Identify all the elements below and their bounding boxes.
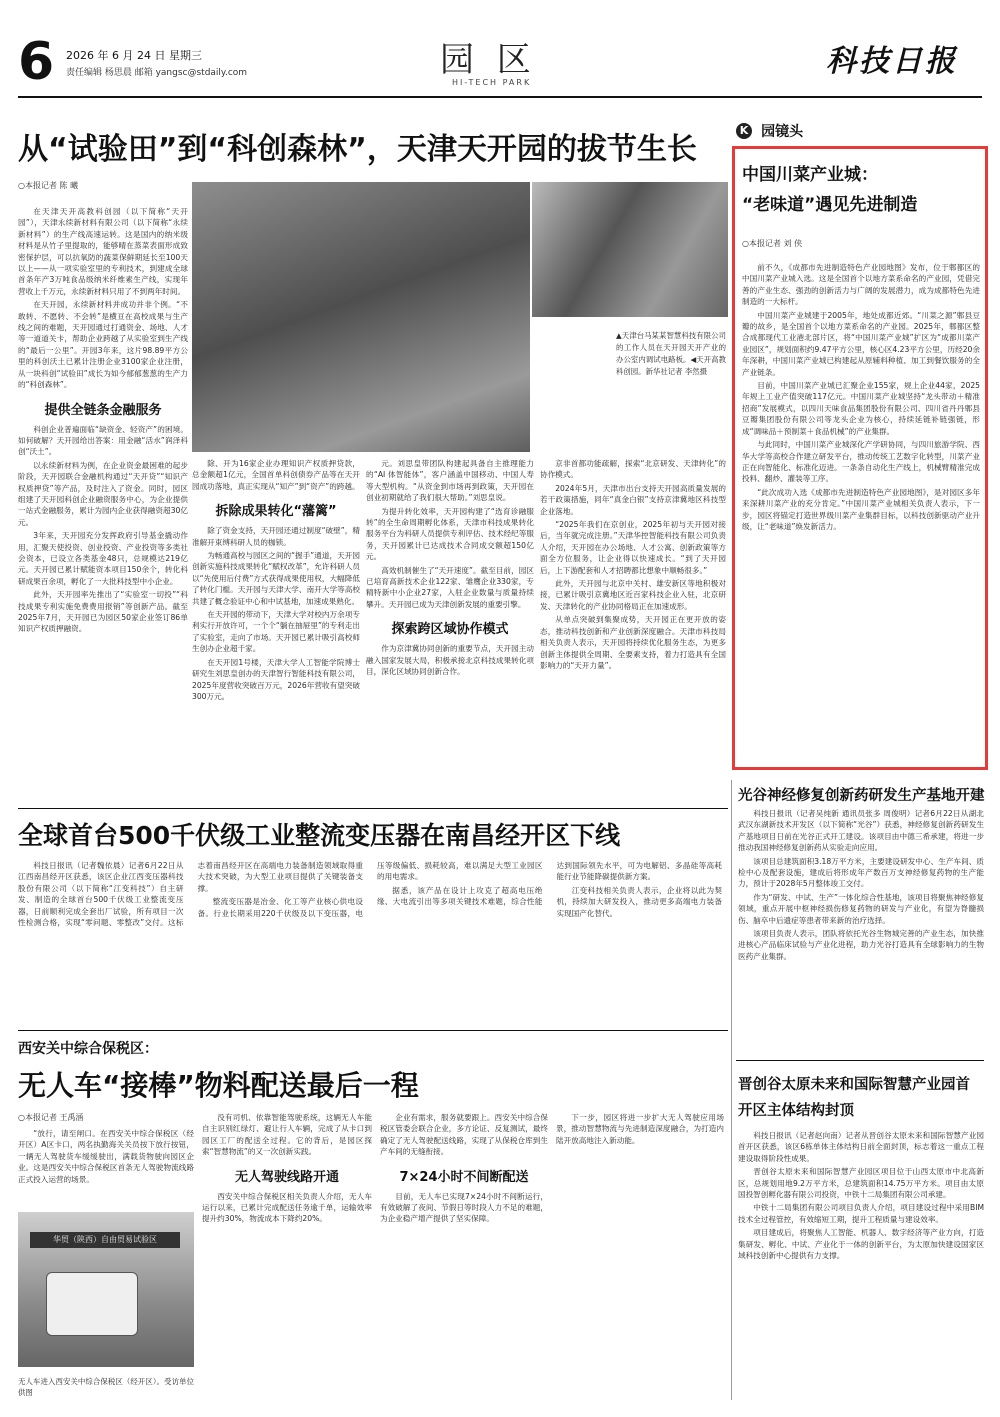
sign-board: 华贸（陕西）自由贸易试验区 — [30, 1232, 180, 1248]
paragraph: 项目建成后，将聚焦人工智能、机器人、数字经济等产业方向，打造集研发、孵化、中试、产业化于一体的创新平台，为太原加快建设国家区域科技创新中心提供有力支撑。 — [738, 1228, 984, 1261]
story3-kicker: 西安关中综合保税区： — [18, 1041, 158, 1057]
story1-byline: ○本报记者 陈 曦 — [18, 181, 79, 190]
paper-name-logo: 科技日报 — [826, 44, 958, 79]
story1-column-2 — [192, 458, 360, 704]
paragraph: 在天开园的带动下，天津大学对校内万余项专利实行开放许可，一个个“躺在抽屉里”的专利走出了实验室，走向了市场。天开园已累计吸引高校师生创办企业超千家。 — [192, 610, 360, 654]
story1-column-1 — [18, 206, 188, 637]
paragraph: 西安关中综合保税区相关负责人介绍，无人车运行以来，已累计完成配送任务逾千单，运输效率提升约30%，物流成本下降约20%。 — [202, 1191, 372, 1224]
kicker-label: 园镜头 — [761, 123, 804, 140]
paragraph: 为畅通高校与园区之间的“握手”通道，天开园创新实施科技成果转化“赋权改革”，允许科研人员以“先使用后付费”方式获得成果使用权，大幅降低了转化门槛。天开园与天津大学、南开大学等高校共建了概念验证中心和中试基地，加速成果熟化。 — [192, 551, 360, 606]
paragraph: 在天开园，永续新材料并成功并非个例。“不敢转、不愿转、不会转”是横亘在高校成果与生产线之间的难题，天开园通过打通资金、场地、人才等一道道关卡，帮助企业跨越了从实验室到生产线的“最后一公里”。开园3年来，这片98.89平方公里的科创沃土已累计注册企业3100家企业注册，从一块科创“试验田”成长为如今郁郁葱葱的生产力的“科创森林”。 — [18, 300, 188, 390]
story1-photo-park — [192, 182, 530, 452]
story3-col1 — [18, 1128, 194, 1187]
paragraph: 与此同时，中国川菜产业城深化产学研协同，与四川旅游学院、西华大学等高校合作建立研发平台，推动传统工艺数字化转型，川菜产业正在向智能化、标准化迈进。一条条自动化生产线上，机械臂精准完成投料、翻炒、灌装等工序。 — [742, 440, 980, 484]
story1-photo-caption: ▲天津台马某某智慧科技有限公司的工作人员在天开园天开产业的办公室内调试电路板。◀天开高教科创园。新华社记者 李然摄 — [616, 331, 726, 376]
paragraph: 该项目负责人表示，团队将依托光谷生物城完善的产业生态，加快推进核心产品临床试验与产业化进程，助力光谷打造具有全球影响力的生物医药产业集群。 — [738, 929, 984, 961]
side1-body — [742, 262, 980, 534]
editor-line: 责任编辑 杨思晨 邮箱 yangsc@stdaily.com — [66, 68, 248, 78]
paragraph: 没有司机、依靠智能驾驶系统，这辆无人车能自主识别红绿灯、避让行人车辆，完成了从卡口到园区工厂的配送全过程。它的背后，是园区探索“智慧物流”的又一次创新实践。 — [202, 1113, 372, 1157]
paragraph: 江变科技相关负责人表示，企业将以此为契机，持续加大研发投入，推动更多高端电力装备实现国产化替代。 — [556, 885, 722, 918]
paragraph: 整流变压器是冶金、化工等产业核心供电设备。行业长期采用220千伏级及以下变压器，电压等级偏低、损耗较高，难以满足大型工业园区的用电需求。 — [197, 861, 543, 918]
story1-subhead-3: 探索跨区域协作模式 — [391, 622, 509, 638]
divider — [18, 808, 728, 809]
side1-headline: 中国川菜产业城： “老味道”遇见先进制造 — [742, 165, 918, 215]
page-number: 6 — [18, 32, 55, 92]
story3-byline: ○本报记者 王禹涵 — [18, 1113, 84, 1122]
side3-headline: 晋创谷太原未来和国际智慧产业园首开区主体结构封顶 — [738, 1077, 970, 1119]
paragraph: 前不久，《成都市先进制造特色产业园地图》发布，位于郫都区的中国川菜产业城入选。这是全国首个以地方菜系命名的产业园，凭借完善的产业生态、强劲的创新活力与广阔的发展潜力，成为成都特色先进制造的一大标杆。 — [742, 263, 980, 307]
paragraph: 科技日报讯（记者赵向南）记者从晋创谷太原未来和国际智慧产业园首开区获悉，该区6栋单体主体结构日前全面封顶，标志着这一重点工程建设取得阶段性成果。 — [738, 1131, 984, 1163]
paragraph: 为提升转化效率，天开园构建了“选育诊融服转”的全生命周期孵化体系，天津市科技成果转化服务平台为科研人员提供专利评估、技术经纪等服务，天开园累计已达成技术合同成交额超150亿元。 — [366, 506, 534, 562]
story1-column-4 — [540, 458, 726, 673]
paragraph: 中铁十二局集团有限公司项目负责人介绍，项目建设过程中采用BIM技术全过程管控，有效缩短工期，提升工程质量与建设效率。 — [738, 1203, 984, 1224]
paragraph: 此外，天开园与北京中关村、雄安新区等地积极对接，已累计吸引京冀地区近百家科技企业入驻，北京研发、天津转化的产业协同格局正在加速成形。 — [540, 579, 726, 611]
paragraph: “放行，请至闸口。在西安关中综合保税区（经开区）A区卡口，两名执勤海关关员按下放行按钮，一辆无人驾驶货车缓缓驶出，满载货物驶向园区企业。这是西安关中综合保税区首条无人驾驶物流线路正式投入运营的场景。 — [18, 1129, 194, 1184]
paragraph: 目前，无人车已实现7×24小时不间断运行，有效破解了夜间、节假日等时段人力不足的难题，为企业稳产增产提供了坚实保障。 — [380, 1191, 548, 1224]
paragraph: 2024年5月，天津市出台支持天开园高质量发展的若干政策措施，同年“真金白银”支持京津冀地区科技型企业落地。 — [540, 483, 726, 516]
paragraph: 京非首都功能疏解，探索“北京研发、天津转化”的协作模式。 — [540, 459, 726, 480]
story2-body — [18, 860, 722, 998]
paragraph: 据悉，该产品在设计上攻克了超高电压绝缘、大电流引出等多项关键技术难题，综合性能达到国际领先水平，可为电解铝、多晶硅等高耗能行业节能降碳提供新方案。 — [377, 861, 722, 907]
story3-col4 — [556, 1112, 724, 1148]
vehicle-shape — [46, 1272, 138, 1336]
paragraph: 科创企业普遍面临“缺资金、轻资产”的困境。如何破解？天开园给出答案：用金融“活水”润泽科创“沃土”。 — [18, 424, 188, 457]
paragraph: 在天开园1号楼，天津大学人工智能学院博士研究生刘思皇创办的天津智行智能科技有限公司，2025年度营收突破百万元，2026年营收有望突破300万元。 — [192, 657, 360, 701]
masthead-rule — [18, 96, 982, 98]
divider — [18, 1030, 728, 1031]
story3-photo-caption: 无人车进入西安关中综合保税区（经开区）。受访单位供图 — [18, 1377, 194, 1398]
story1-col1-text — [18, 206, 188, 391]
story1-column-3 — [366, 458, 534, 680]
side2-headline: 光谷神经修复创新药研发生产基地开建 — [738, 788, 985, 804]
issue-date: 2026 年 6 月 24 日 星期三 — [66, 49, 202, 62]
paragraph: 除了资金支持，天开园还通过制度“破壁”，精准解开束缚科研人员的枷锁。 — [192, 526, 360, 547]
paragraph: 科技日报讯（记者魏依晨）记者6月22日从江西南昌经开区获悉，该区企业江西变压器科技股份有限公司（以下简称“江变科技”）自主研发、制造的全球首台500千伏级工业整流变压器，日前顺利完成全套出厂试验，所有项目一次性检测合格，实现“零问题、零整改”交付。这标志着南昌经开区在高端电力装备制造领域取得重大技术突破，为大型工业项目提供了关键装备支撑。 — [18, 861, 363, 928]
sidebar-kicker — [736, 120, 803, 140]
paragraph: 从单点突破到集聚成势，天开园正在更开放的姿态，推动科技创新和产业创新深度融合。天津市科技局相关负责人表示，天开园将持续优化服务生态，为更多创新主体提供全周期、全要素支持，着力打造具有全国影响力的“天开力量”。 — [540, 615, 726, 670]
story3-photo — [18, 1212, 194, 1367]
story3-subhead-1: 无人驾驶线路开通 — [234, 1169, 339, 1185]
side1-byline: ○本报记者 刘 侠 — [742, 239, 803, 248]
story3-subhead-2: 7×24小时不间断配送 — [399, 1169, 529, 1185]
story1-headline: 从“试验田”到“科创森林”，天津天开园的拔节生长 — [18, 132, 697, 167]
paragraph: 3年来，天开园充分发挥政府引导基金撬动作用，汇聚天使投资、创业投资、产业投资等多类社会资本，已设立各类基金48只，总规模达219亿元。天开园已累计赋能资本项目150余个，转化科研成果百余项，孵化了一大批科技型中小企业。 — [18, 531, 188, 586]
story1-photo-lab — [532, 182, 728, 317]
story1-col1b-text — [18, 424, 188, 635]
side2-body — [738, 808, 984, 964]
paragraph: 科技日报讯（记者吴纯新 通讯员张多 周俊明）记者6月22日从湖北武汉东湖新技术开发区（以下简称“光谷”）获悉，神经修复创新药研发生产基地项目日前在光谷正式开工建设。该项目由中德三希承建，将进一步推动我国神经修复创新药从实验走向应用。 — [738, 809, 984, 853]
paragraph: “2025年我们在京创业，2025年初与天开园对接后，当年就完成注册。”天津华控智能科技有限公司负责人介绍，天开园在办公场地、人才公寓、创新政策等方面全方位服务，让企业得以快速成长。“到了天开园后，上下游配套和人才招聘都比想象中顺畅很多。” — [540, 520, 726, 575]
paragraph: 下一步，园区将进一步扩大无人驾驶应用场景，推动智慧物流与先进制造深度融合，为打造内陆开放高地注入新动能。 — [556, 1113, 724, 1145]
paragraph: 该项目总建筑面积3.18万平方米，主要建设研发中心、生产车间、质检中心及配套设施，建成后将形成年产数百万支神经修复药物的生产能力，预计于2028年5月整体竣工交付。 — [738, 856, 984, 889]
side3-body — [738, 1130, 984, 1263]
paragraph: 除、开为16家企业办理知识产权质押贷款，总金额超1亿元，全国首单科创债券产品等在天开园成功落地，真正实现从“知产”到“资产”的跨越。 — [192, 459, 360, 491]
story1-subhead-2: 拆除成果转化“藩篱” — [215, 504, 337, 520]
paragraph: 中国川菜产业城建于2005年，地处成都近郊。“川菜之源”郫县豆瓣的故乡，是全国首个以地方菜系命名的产业园。2025年，郫都区整合成都现代工业港北部片区，将“中国川菜产业城”扩区为“成都川菜产业园区”，规划面积约9.47平方公里，核心区4.23平方公里，历经20余年深耕，中国川菜产业城已构建起从原辅料种植、加工到餐饮服务的全产业链条。 — [742, 310, 980, 377]
paragraph: 以永续新材料为例，在企业资金最困难的起步阶段，天开园联合金融机构通过“天开贷”“知识产权质押贷”等产品，及时注入了资金。同时，园区组建了天开园科创企业融资服务中心，为企业提供一站式金融服务，累计为园内企业获得融资超30亿元。 — [18, 460, 188, 527]
divider — [736, 1060, 984, 1061]
paragraph: 元。刘思皇带团队构建起具备自主推理能力的“AI 体智能体”，客户涵盖中国移动、中国人寿等大型机构。“从资金到市场再到政策，天开园在创业初期就给了我们很大帮助。”刘思皇说。 — [366, 459, 534, 503]
paragraph: 作为“研发、中试、生产”一体化综合性基地，该项目将聚焦神经修复领域，重点开展中枢神经损伤修复药物的研发与产业化，有望为脊髓损伤、脑卒中后遗症等患者带来新的治疗选择。 — [738, 892, 984, 925]
paragraph: 作为京津冀协同创新的重要节点，天开园主动融入国家发展大局，积极承接北京科技成果转化项目，深化区域协同创新合作。 — [366, 644, 534, 677]
column-divider — [731, 780, 732, 1400]
story2-headline: 全球首台500千伏级工业整流变压器在南昌经开区下线 — [18, 821, 621, 850]
paragraph: 在天津天开高教科创园（以下简称“天开园”），天津永续新材料有限公司（以下简称“永续新材料”）的生产线高速运转。这是国内的纳米级材料是从竹子里提取的，能够晴在蒸菜表面形成致密保护层，可以抗氧防的蔬菜保鲜期延长至100天以上——从一项实验室里的专利技术，到建成全球首条年产3万吨食品级纳米纤维素生产线，实现年营收上千万元，永续新材料只用了不到两年时间。 — [18, 207, 188, 296]
paragraph: 高效机制催生了“天开速度”。截至目前，园区已培育高新技术企业122家、雏鹰企业330家，专精特新中小企业27家，入驻企业数量与质量持续攀升。天开园已成为天津创新发展的重要引擎。 — [366, 565, 534, 609]
section-subtitle: HI-TECH PARK — [452, 78, 532, 87]
paragraph: 晋创谷太原未来和国际智慧产业园区项目位于山西太原市中北高新区，总规划用地9.2万平方米，总建筑面积14.75万平方米。项目由太原国投智创孵化器有限公司投资，中铁十二局集团有限公司承建。 — [738, 1167, 984, 1200]
paragraph: “此次成功入选《成都市先进制造特色产业园地图》，是对园区多年来深耕川菜产业的充分肯定。”中国川菜产业城相关负责人表示，下一步，园区将锚定打造世界级川菜产业集群目标，以科技创新驱动产业升级，让“老味道”焕发新活力。 — [742, 487, 980, 531]
section-title: 园 区 — [440, 40, 537, 80]
paragraph: 此外，天开园率先推出了“实验室一切投”“科技成果专利实施免费费用报销”等创新产品。截至2025年7月，天开园已为园区50家企业签订86单知识产权质押融资。 — [18, 590, 188, 634]
kicker-logo-icon: K — [736, 123, 752, 139]
paragraph: 企业有需求，服务就要跟上。西安关中综合保税区管委会联合企业，多方论证、反复测试，最终确定了无人驾驶配送线路，实现了从保税仓库到生产车间的无缝衔接。 — [380, 1113, 548, 1157]
story3-headline: 无人车“接棒”物料配送最后一程 — [18, 1069, 419, 1102]
paragraph: 目前，中国川菜产业城已汇聚企业155家，规上企业44家，2025年规上工业产值突破117亿元。中国川菜产业城坚持“龙头带动＋精准招商”发展模式，以四川天味食品集团股份有限公司、四川省丹丹郫县豆瓣集团股份有限公司等龙头企业为核心，持续延链补链强链，形成“调味品＋预制菜＋食品机械”的产业集群。 — [742, 381, 980, 436]
story3-col2 — [202, 1112, 372, 1227]
story3-col3 — [380, 1112, 548, 1227]
story1-subhead-1: 提供全链条金融服务 — [44, 402, 162, 418]
